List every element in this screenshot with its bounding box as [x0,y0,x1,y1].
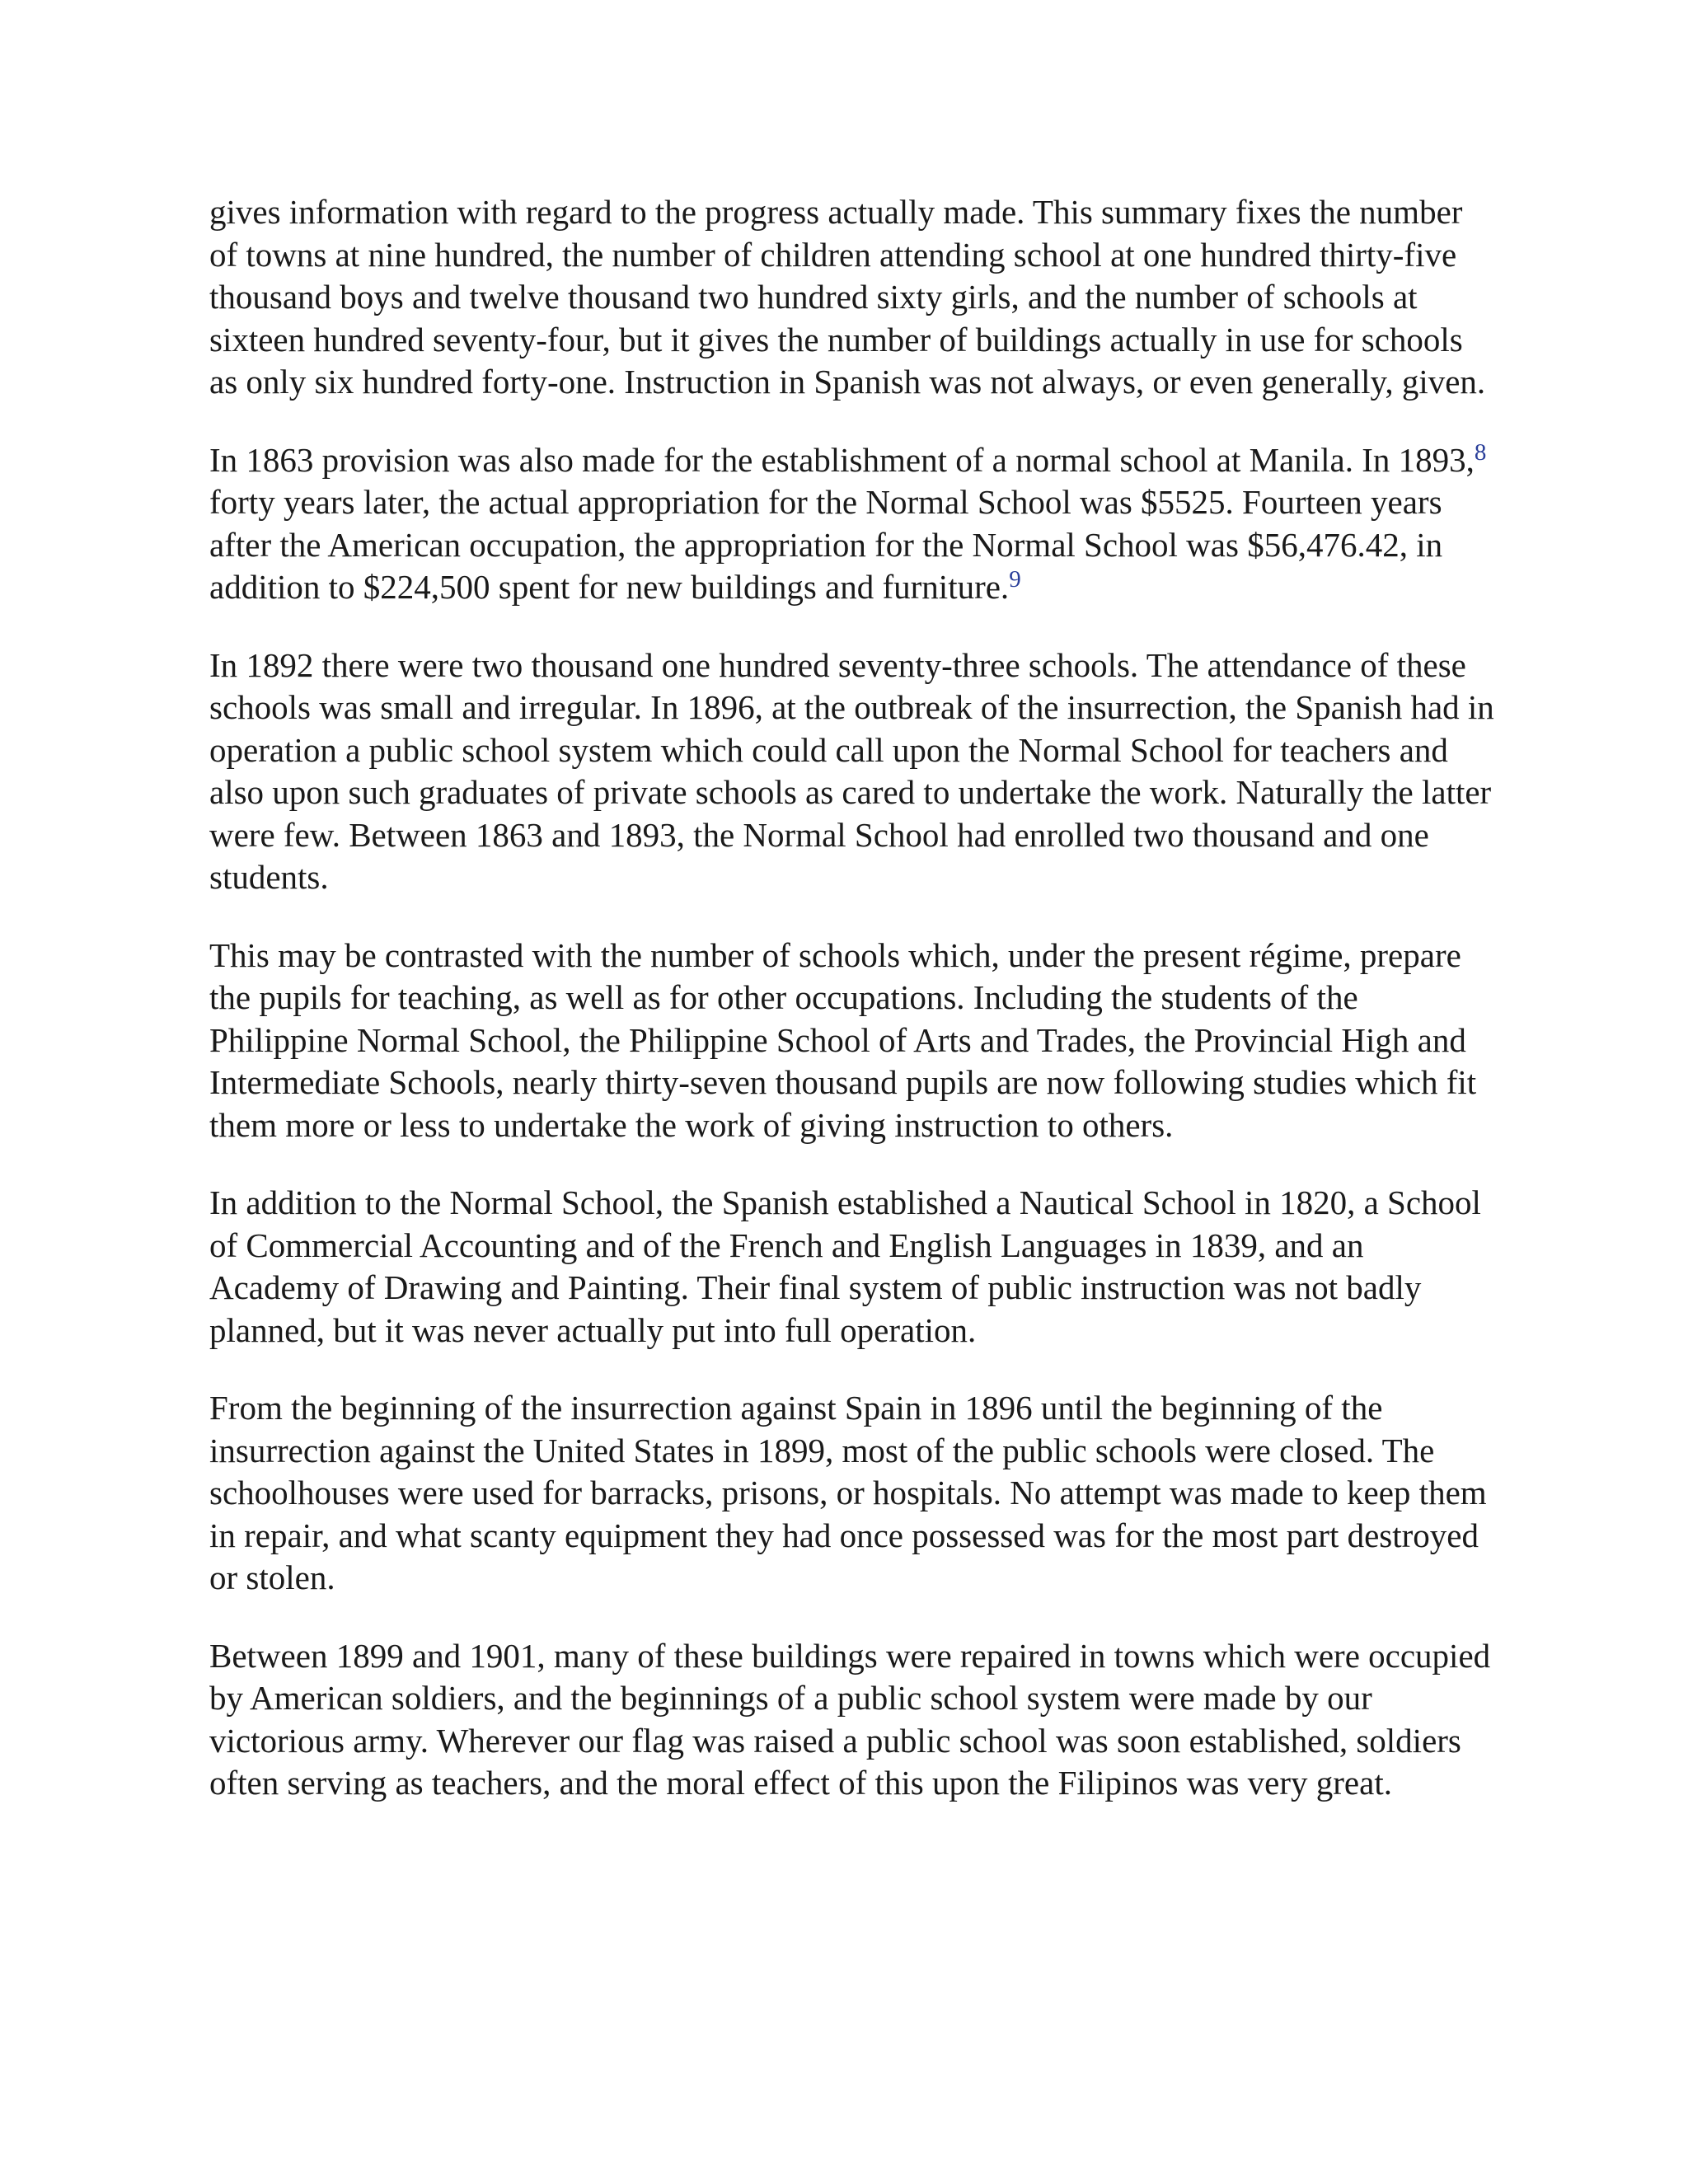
footnote-link-8[interactable]: 8 [1474,438,1487,466]
document-page [209,191,1495,1840]
paragraph-3: In 1892 there were two thousand one hundred seventy-three schools. The attendance of these schools was small and irregular. In 1896, at the outbreak of the insurrection, the Spanish had in operation a public school system which could call upon the Normal School for teachers and also upon such graduates of private schools as cared to undertake the work. Naturally the latter were few. Between 1863 and 1893, the Normal School had enrolled two thousand and one students. [209,645,1494,896]
paragraph-1: gives information with regard to the progress actually made. This summary fixes the number of towns at nine hundred, the number of children attending school at one hundred thirty-five thousand boys and twelve thousand two hundred sixty girls, and the number of schools at sixteen hundred seventy-four, but it gives the number of buildings actually in use for schools as only six hundred forty-one. Instruction in Spanish was not always, or even generally, given. [209,193,1486,401]
paragraph-4: This may be contrasted with the number of schools which, under the present régime, prepare the pupils for teaching, as well as for other occupations. Including the students of the Philippine Normal School, the Philippine School of Arts and Trades, the Provincial High and Intermediate Schools, nearly thirty-seven thousand pupils are now following studies which fit them more or less to undertake the work of giving instruction to others. [209,935,1477,1144]
paragraph-7: Between 1899 and 1901, many of these buildings were repaired in towns which were occupied by American soldiers, and the beginnings of a public school system were made by our victorious army. Wherever our flag was raised a public school was soon established, soldiers often serving as teachers, and the moral effect of this upon the Filipinos was very great. [209,1636,1491,1802]
paragraph-2-text-a: In 1863 provision was also made for the establishment of a normal school at Manila. In 1893, [209,440,1475,479]
paragraph-5: In addition to the Normal School, the Spanish established a Nautical School in 1820, a School of Commercial Accounting and of the French and English Languages in 1839, and an Academy of Drawing and Painting. Their final system of public instruction was not badly planned, but it was never actually put into full operation. [209,1183,1481,1349]
paragraph-2-text-b: forty years later, the actual appropriation for the Normal School was $5525. Fourteen years after the American occupation, the appropriation for the Normal School was $56,476.42, in addition to $224,500 spent for new buildings and furniture. [209,483,1443,606]
paragraph-2 [209,439,1495,609]
paragraph-6: From the beginning of the insurrection against Spain in 1896 until the beginning of the insurrection against the United States in 1899, most of the public schools were closed. The schoolhouses were used for barracks, prisons, or hospitals. No attempt was made to keep them in repair, and what scanty equipment they had once possessed was for the most part destroyed or stolen. [209,1389,1487,1596]
footnote-link-9[interactable]: 9 [1009,566,1021,593]
